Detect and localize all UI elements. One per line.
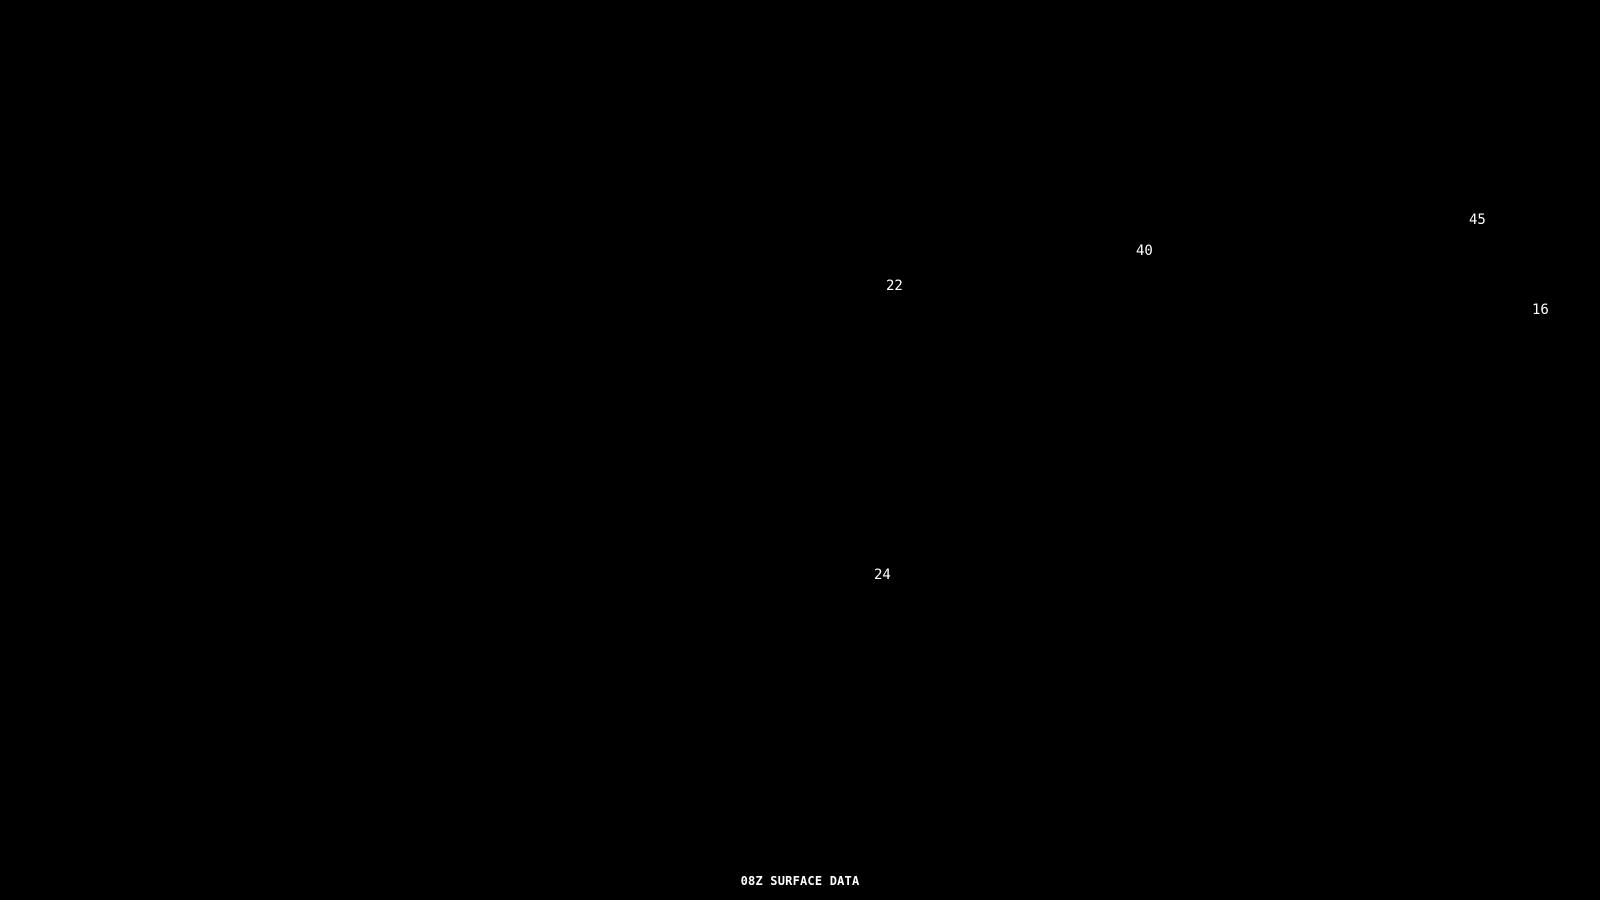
plot-caption: 08Z SURFACE DATA [740, 874, 860, 888]
station-value: 24 [874, 567, 891, 583]
station-value: 22 [886, 278, 903, 294]
station-value: 45 [1469, 212, 1486, 228]
station-value: 16 [1532, 302, 1549, 318]
station-value: 40 [1136, 243, 1153, 259]
